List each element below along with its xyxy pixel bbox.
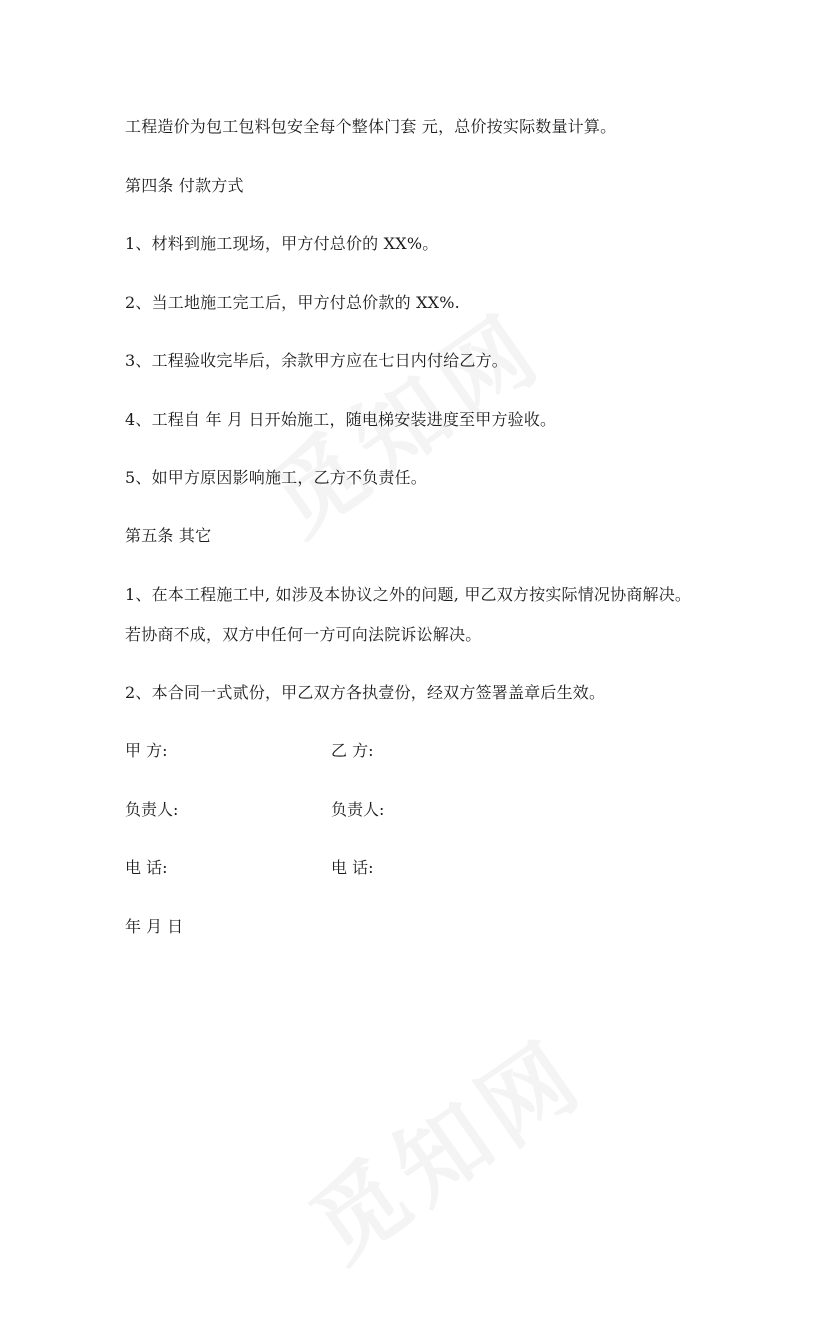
article-5-title: 第五条 其它 bbox=[125, 526, 212, 545]
watermark bbox=[281, 938, 740, 1342]
date-label: 年 月 日 bbox=[125, 917, 184, 936]
party-a-label: 甲 方: bbox=[125, 741, 168, 760]
article-4-item-5: 5、如甲方原因影响施工，乙方不负责任。 bbox=[125, 468, 427, 487]
article-5-item-1-line-2: 若协商不成，双方中任何一方可向法院诉讼解决。 bbox=[125, 625, 482, 644]
article-5-item-1-line-1: 1、在本工程施工中, 如涉及本协议之外的问题, 甲乙双方按实际情况协商解决。 bbox=[125, 585, 692, 604]
article-4-item-4: 4、工程自 年 月 日开始施工，随电梯安装进度至甲方验收。 bbox=[125, 410, 557, 429]
paragraph-price: 工程造价为包工包料包安全每个整体门套 元，总价按实际数量计算。 bbox=[125, 117, 617, 136]
party-b-phone-label: 电 话: bbox=[331, 858, 374, 877]
party-b-label: 乙 方: bbox=[331, 741, 374, 760]
article-4-item-2: 2、当工地施工完工后，甲方付总价款的 XX%. bbox=[125, 293, 460, 312]
party-a-responsible-label: 负责人: bbox=[125, 800, 179, 819]
party-b-responsible-label: 负责人: bbox=[331, 800, 385, 819]
article-4-item-1: 1、材料到施工现场，甲方付总价的 XX%。 bbox=[125, 234, 439, 253]
article-4-item-3: 3、工程验收完毕后，余款甲方应在七日内付给乙方。 bbox=[125, 351, 508, 370]
article-4-title: 第四条 付款方式 bbox=[125, 176, 244, 195]
party-a-phone-label: 电 话: bbox=[125, 858, 168, 877]
article-5-item-2: 2、本合同一式贰份，甲乙双方各执壹份，经双方签署盖章后生效。 bbox=[125, 683, 606, 702]
watermark bbox=[239, 211, 721, 648]
